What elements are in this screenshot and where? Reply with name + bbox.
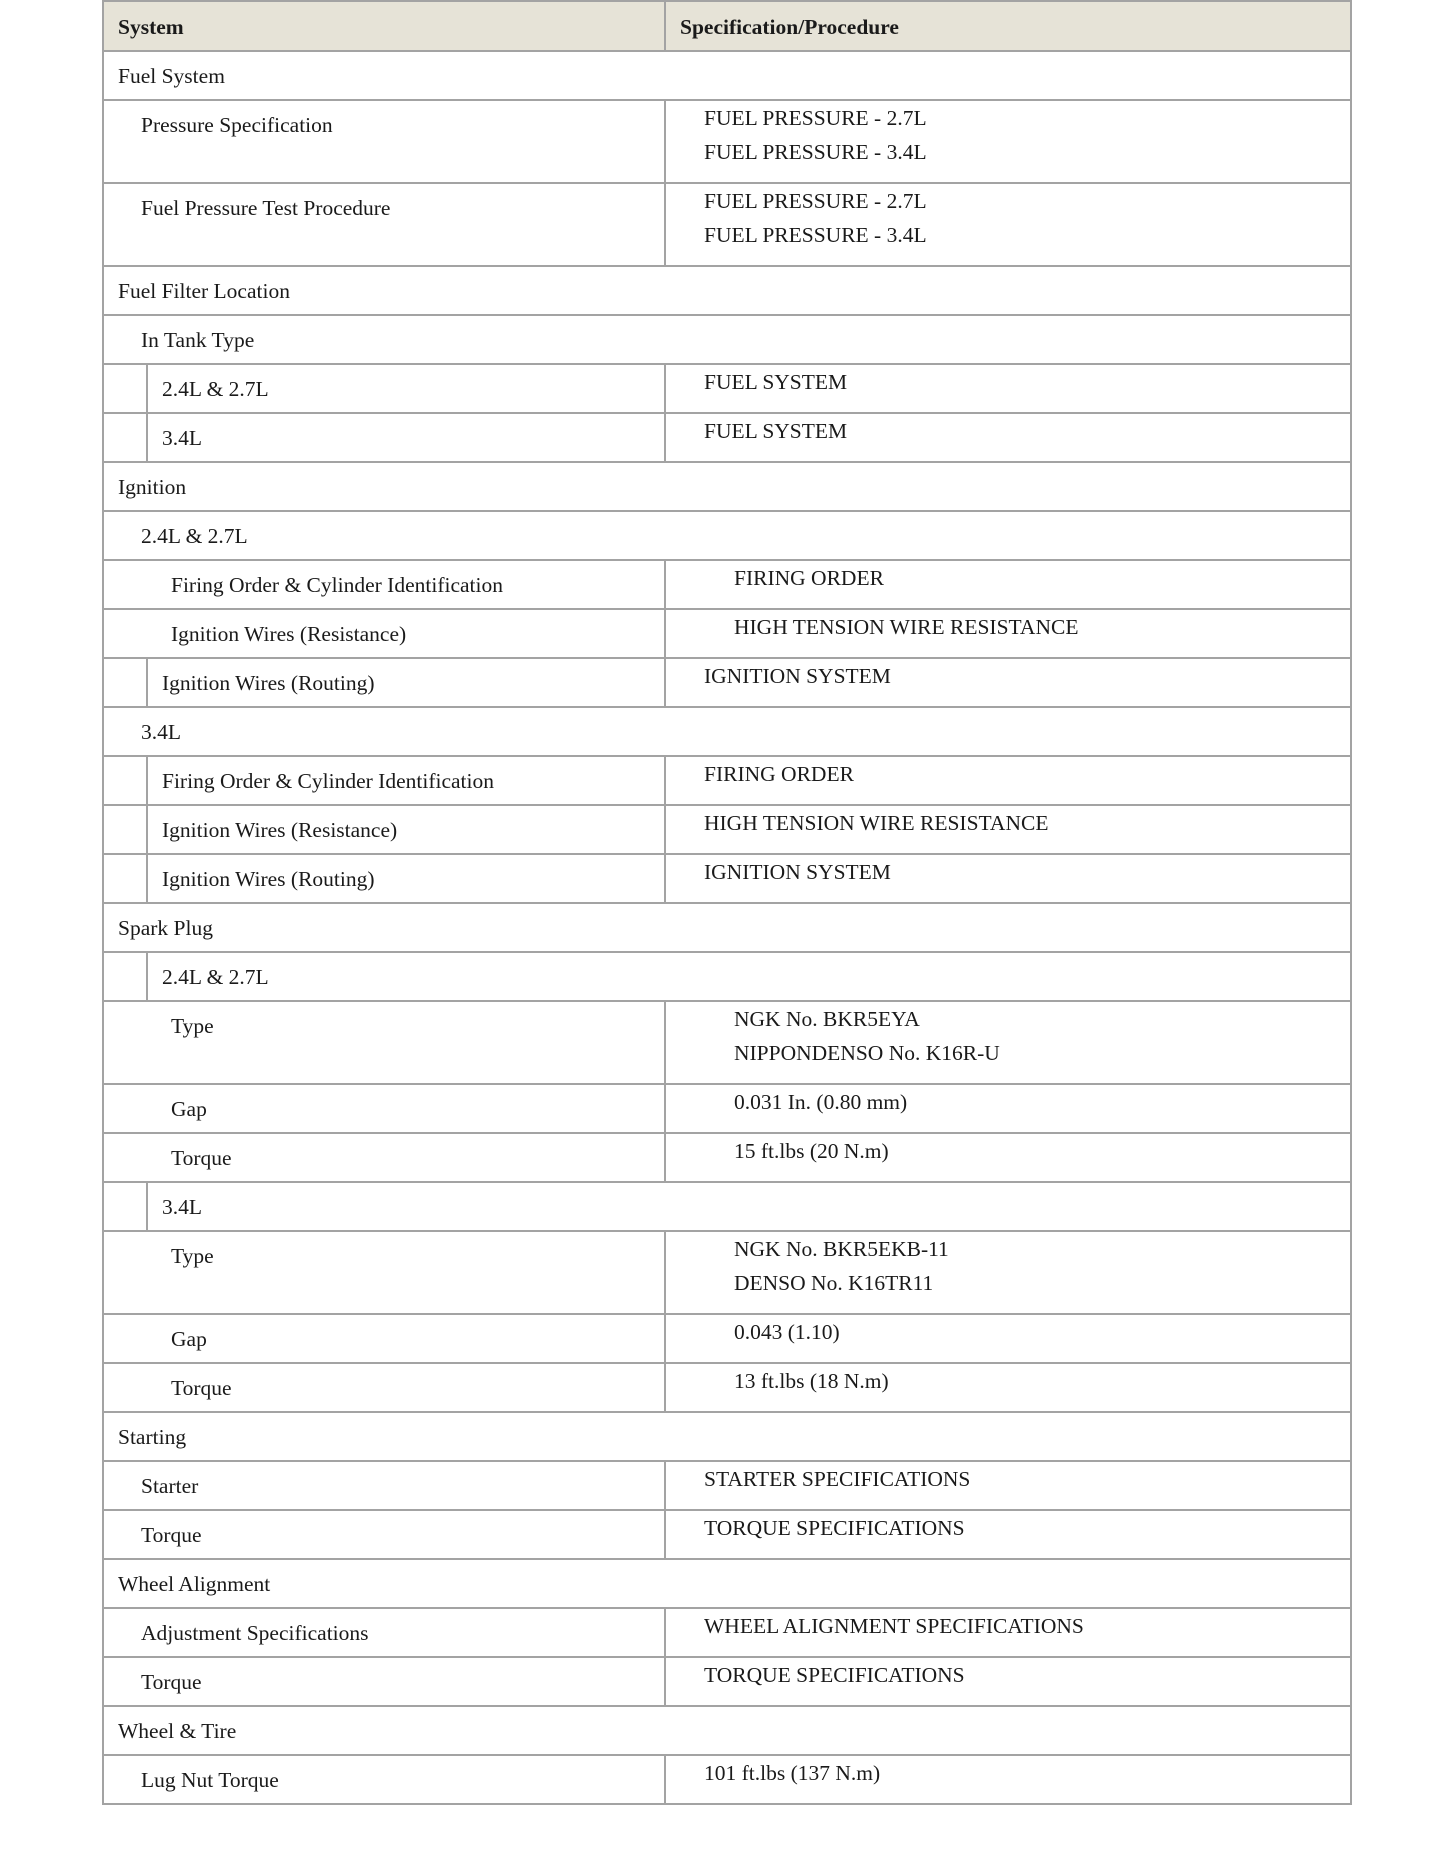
- system-label: Gap: [171, 1327, 207, 1351]
- table-row: [103, 100, 1351, 183]
- table-row: [103, 1363, 1351, 1412]
- spec-cell: [665, 1657, 1351, 1706]
- system-cell: [103, 413, 665, 462]
- cell-content: [104, 953, 1350, 1000]
- system-cell: [103, 854, 665, 903]
- system-label: Type: [171, 1244, 214, 1268]
- section-label: 3.4L: [162, 1195, 203, 1219]
- spec-cell: [665, 756, 1351, 805]
- section-row: [103, 707, 1351, 756]
- system-label: Ignition Wires (Routing): [162, 671, 375, 695]
- table-row: [103, 1755, 1351, 1804]
- spec-value: FUEL SYSTEM: [704, 419, 848, 443]
- table-header: [103, 1, 1351, 51]
- table-row: [103, 560, 1351, 609]
- spec-cell: [665, 364, 1351, 413]
- system-label: Type: [171, 1014, 214, 1038]
- specification-table: [102, 0, 1352, 1805]
- section-label: Wheel & Tire: [118, 1719, 237, 1743]
- section-row: [103, 1182, 1351, 1231]
- section-label: Fuel Filter Location: [118, 279, 290, 303]
- spec-cell: [665, 1461, 1351, 1510]
- spec-cell: [665, 609, 1351, 658]
- system-cell: [103, 1608, 665, 1657]
- cell-content: [104, 1085, 664, 1132]
- cell-content: [104, 904, 1350, 951]
- spec-cell: [665, 854, 1351, 903]
- spec-value: FUEL PRESSURE - 2.7L: [704, 189, 927, 213]
- spec-value: WHEEL ALIGNMENT SPECIFICATIONS: [704, 1614, 1084, 1638]
- section-row: [103, 903, 1351, 952]
- spec-value: HIGH TENSION WIRE RESISTANCE: [734, 615, 1079, 639]
- table-row: [103, 609, 1351, 658]
- system-label: Ignition Wires (Resistance): [162, 818, 398, 842]
- section-label: Ignition: [118, 475, 187, 499]
- cell-content: [104, 184, 664, 263]
- table-row: [103, 1510, 1351, 1559]
- spec-value: NIPPONDENSO No. K16R-U: [734, 1041, 1000, 1065]
- table-row: [103, 854, 1351, 903]
- system-label: Fuel Pressure Test Procedure: [141, 196, 391, 220]
- table-row: [103, 364, 1351, 413]
- system-label: Torque: [141, 1670, 202, 1694]
- system-label: Pressure Specification: [141, 113, 333, 137]
- spec-value: FIRING ORDER: [734, 566, 884, 590]
- section-row: [103, 1412, 1351, 1461]
- cell-content: [104, 1364, 664, 1411]
- system-cell: [103, 1133, 665, 1182]
- section-label: 2.4L & 2.7L: [162, 965, 269, 989]
- system-cell: [103, 1084, 665, 1133]
- spec-value: FUEL PRESSURE - 2.7L: [704, 106, 927, 130]
- system-cell: [103, 1461, 665, 1510]
- section-cell: [103, 952, 1351, 1001]
- spec-value: FUEL PRESSURE - 3.4L: [704, 140, 927, 164]
- system-cell: [103, 183, 665, 266]
- section-label: Spark Plug: [118, 916, 213, 940]
- spec-cell: [665, 1314, 1351, 1363]
- table-body: [103, 51, 1351, 1804]
- cell-content: [104, 561, 664, 608]
- system-cell: [103, 1314, 665, 1363]
- system-cell: [103, 805, 665, 854]
- cell-content: [104, 1658, 664, 1705]
- spec-value: 13 ft.lbs (18 N.m): [734, 1369, 889, 1393]
- system-cell: [103, 609, 665, 658]
- section-cell: [103, 903, 1351, 952]
- cell-content: [104, 1462, 664, 1509]
- spec-value: NGK No. BKR5EKB-11: [734, 1237, 949, 1261]
- section-row: [103, 952, 1351, 1001]
- system-cell: [103, 560, 665, 609]
- spec-value: 0.043 (1.10): [734, 1320, 840, 1344]
- spec-cell: [665, 183, 1351, 266]
- system-cell: [103, 1001, 665, 1084]
- section-label: Starting: [118, 1425, 187, 1449]
- spec-value: DENSO No. K16TR11: [734, 1271, 934, 1295]
- section-row: [103, 51, 1351, 100]
- spec-value: 0.031 In. (0.80 mm): [734, 1090, 908, 1114]
- cell-content: [104, 267, 1350, 314]
- section-cell: [103, 1559, 1351, 1608]
- system-cell: [103, 756, 665, 805]
- section-row: [103, 266, 1351, 315]
- system-cell: [103, 658, 665, 707]
- spec-cell: [665, 1133, 1351, 1182]
- cell-content: [104, 1707, 1350, 1754]
- system-label: Lug Nut Torque: [141, 1768, 279, 1792]
- system-cell: [103, 1231, 665, 1314]
- cell-content: [104, 316, 1350, 363]
- system-label: Ignition Wires (Routing): [162, 867, 375, 891]
- section-cell: [103, 51, 1351, 100]
- spec-value: FUEL SYSTEM: [704, 370, 848, 394]
- section-cell: [103, 511, 1351, 560]
- cell-content: [104, 1609, 664, 1656]
- spec-value: FUEL PRESSURE - 3.4L: [704, 223, 927, 247]
- cell-content: [104, 1756, 664, 1803]
- indent-divider: [104, 855, 148, 902]
- system-label: Starter: [141, 1474, 199, 1498]
- cell-content: [104, 708, 1350, 755]
- system-cell: [103, 100, 665, 183]
- cell-content: [104, 1560, 1350, 1607]
- system-label: Gap: [171, 1097, 207, 1121]
- cell-content: [104, 1002, 664, 1081]
- spec-value: IGNITION SYSTEM: [704, 664, 891, 688]
- spec-cell: [665, 1231, 1351, 1314]
- header-spec: Specification/Procedure: [665, 1, 1351, 51]
- section-row: [103, 1559, 1351, 1608]
- indent-divider: [104, 953, 148, 1000]
- spec-value: STARTER SPECIFICATIONS: [704, 1467, 971, 1491]
- cell-content: [104, 512, 1350, 559]
- header-system: System: [103, 1, 665, 51]
- cell-content: [104, 1511, 664, 1558]
- indent-divider: [104, 414, 148, 461]
- spec-cell: [665, 1084, 1351, 1133]
- cell-content: [104, 1134, 664, 1181]
- indent-divider: [104, 659, 148, 706]
- cell-content: [104, 365, 664, 412]
- indent-divider: [104, 365, 148, 412]
- cell-content: [104, 855, 664, 902]
- system-cell: [103, 364, 665, 413]
- spec-cell: [665, 1755, 1351, 1804]
- spec-value: NGK No. BKR5EYA: [734, 1007, 920, 1031]
- table-row: [103, 1084, 1351, 1133]
- spec-value: TORQUE SPECIFICATIONS: [704, 1663, 965, 1687]
- header-row: [103, 1, 1351, 51]
- spec-value: HIGH TENSION WIRE RESISTANCE: [704, 811, 1049, 835]
- table-row: [103, 1314, 1351, 1363]
- spec-cell: [665, 1608, 1351, 1657]
- table-row: [103, 658, 1351, 707]
- indent-divider: [104, 806, 148, 853]
- indent-divider: [104, 1183, 148, 1230]
- section-row: [103, 1706, 1351, 1755]
- system-cell: [103, 1755, 665, 1804]
- table-row: [103, 1461, 1351, 1510]
- system-label: Adjustment Specifications: [141, 1621, 369, 1645]
- section-cell: [103, 266, 1351, 315]
- section-cell: [103, 1706, 1351, 1755]
- spec-value: TORQUE SPECIFICATIONS: [704, 1516, 965, 1540]
- spec-cell: [665, 100, 1351, 183]
- spec-cell: [665, 413, 1351, 462]
- section-row: [103, 462, 1351, 511]
- cell-content: [104, 1183, 1350, 1230]
- spec-value: 15 ft.lbs (20 N.m): [734, 1139, 889, 1163]
- cell-content: [104, 610, 664, 657]
- section-cell: [103, 462, 1351, 511]
- spec-cell: [665, 658, 1351, 707]
- spec-value: 101 ft.lbs (137 N.m): [704, 1761, 881, 1785]
- section-label: Fuel System: [118, 64, 225, 88]
- section-label: In Tank Type: [141, 328, 255, 352]
- section-cell: [103, 1182, 1351, 1231]
- section-label: Wheel Alignment: [118, 1572, 271, 1596]
- cell-content: [104, 757, 664, 804]
- cell-content: [104, 414, 664, 461]
- system-label: Torque: [141, 1523, 202, 1547]
- table-row: [103, 1133, 1351, 1182]
- section-cell: [103, 315, 1351, 364]
- section-label: 2.4L & 2.7L: [141, 524, 248, 548]
- system-cell: [103, 1363, 665, 1412]
- system-label: Firing Order & Cylinder Identification: [162, 769, 494, 793]
- cell-content: [104, 1232, 664, 1311]
- spec-cell: [665, 1510, 1351, 1559]
- table-row: [103, 805, 1351, 854]
- system-label: Firing Order & Cylinder Identification: [171, 573, 503, 597]
- cell-content: [104, 52, 1350, 99]
- spec-cell: [665, 1001, 1351, 1084]
- cell-content: [104, 1413, 1350, 1460]
- system-label: 3.4L: [162, 426, 203, 450]
- cell-content: [104, 463, 1350, 510]
- table-row: [103, 1608, 1351, 1657]
- spec-cell: [665, 1363, 1351, 1412]
- table-row: [103, 413, 1351, 462]
- table-row: [103, 1231, 1351, 1314]
- spec-value: IGNITION SYSTEM: [704, 860, 891, 884]
- section-label: 3.4L: [141, 720, 182, 744]
- table-row: [103, 756, 1351, 805]
- system-label: Torque: [171, 1146, 232, 1170]
- cell-content: [104, 806, 664, 853]
- spec-cell: [665, 805, 1351, 854]
- spec-value: FIRING ORDER: [704, 762, 854, 786]
- system-label: Torque: [171, 1376, 232, 1400]
- table-row: [103, 183, 1351, 266]
- section-cell: [103, 1412, 1351, 1461]
- cell-content: [104, 1315, 664, 1362]
- table-row: [103, 1657, 1351, 1706]
- section-row: [103, 511, 1351, 560]
- indent-divider: [104, 757, 148, 804]
- system-cell: [103, 1510, 665, 1559]
- system-label: 2.4L & 2.7L: [162, 377, 269, 401]
- table-row: [103, 1001, 1351, 1084]
- cell-content: [104, 101, 664, 180]
- spec-cell: [665, 560, 1351, 609]
- system-cell: [103, 1657, 665, 1706]
- section-cell: [103, 707, 1351, 756]
- section-row: [103, 315, 1351, 364]
- cell-content: [104, 659, 664, 706]
- system-label: Ignition Wires (Resistance): [171, 622, 407, 646]
